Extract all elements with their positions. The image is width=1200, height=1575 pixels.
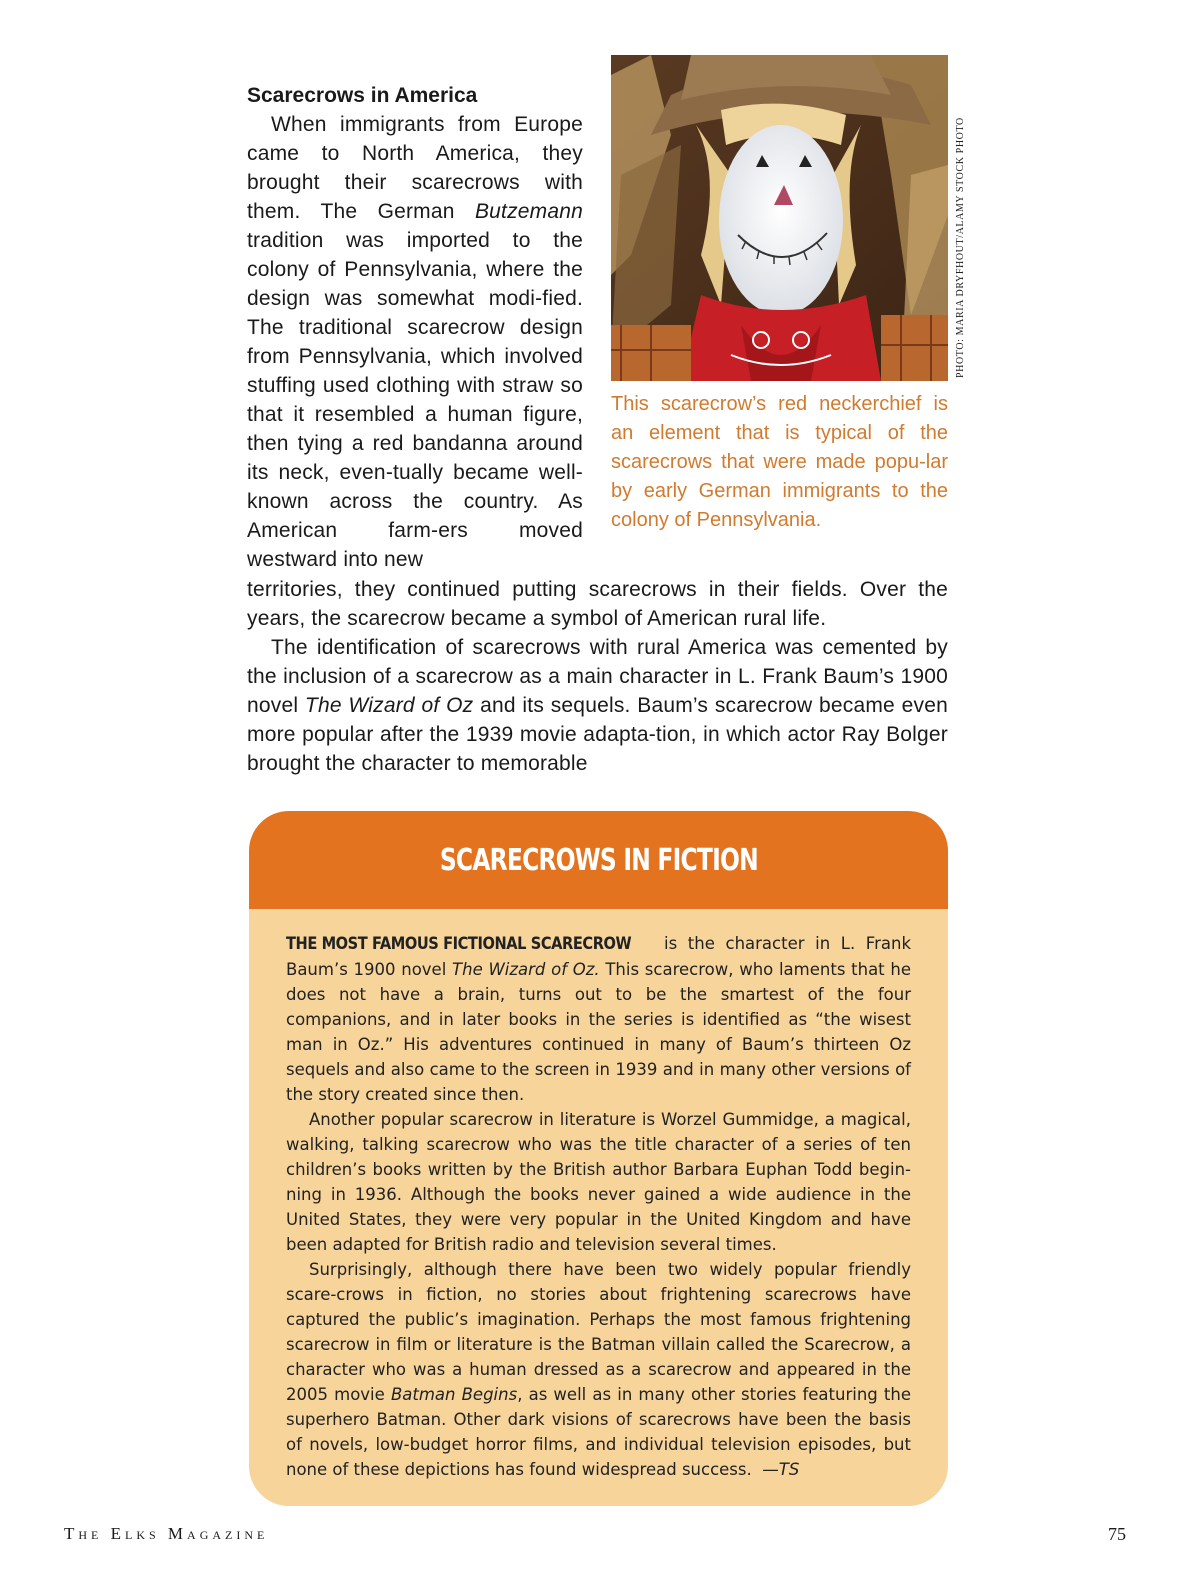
scarecrow-image xyxy=(611,55,948,381)
sidebar-paragraph-3: Surprisingly, although there have been two widely popular friendly scare-crows in fiction, no stories about frightening scarecrows have captured the public’s imagination. Perhaps the most famous frightening scarecrow in film or literature is the Batman villain called the Scarecrow, a character who was a human dressed as a scarecrow and appeared in the 2005 movie Batman Begins, as well as in many other stories featuring the superhero Batman. Other dark visions of scarecrows have been the basis of novels, low-budget horror films, and individual television episodes, but none of these depictions has found widespread success. —TS xyxy=(286,1260,911,1479)
article-paragraph-1: When immigrants from Europe came to North America, they brought their scarecrows with them. The German Butzemann tradition was imported to the colony of Pennsylvania, where the design was somewhat modi-fied. The traditional scarecrow design from Pennsylvania, which involved stuffing used clothing with straw so that it resembled a human figure, then tying a red bandanna around its neck, even-tually became well-known across the country. As American farm-ers moved westward into new xyxy=(247,113,583,571)
sidebar-header xyxy=(249,811,948,909)
sidebar-body xyxy=(249,909,948,1482)
photo-caption-block xyxy=(611,390,948,535)
photo-credit: PHOTO: MARIA DRYFHOUT/ALAMY STOCK PHOTO xyxy=(955,117,966,378)
fiction-sidebar xyxy=(249,811,948,1506)
sidebar-signature: —TS xyxy=(762,1460,800,1479)
article-continuation xyxy=(247,575,948,778)
article-paragraph-1-cont: territories, they continued putting scarecrows in their fields. Over the years, the scarecrow became a symbol of American rural life. xyxy=(247,578,948,630)
footer-magazine-name: The Elks Magazine xyxy=(64,1524,269,1543)
article-column xyxy=(247,81,583,574)
scarecrow-photo xyxy=(611,55,948,381)
sidebar-paragraph-1: THE MOST FAMOUS FICTIONAL SCARECROW is the character in L. Frank Baum’s 1900 novel The Wizard of Oz. This scarecrow, who laments that he does not have a brain, turns out to be the smartest of the four companions, and in later books in the series is identified as “the wisest man in Oz.” His adventures continued in many of Baum’s thirteen Oz sequels and also came to the screen in 1939 and in many other versions of the story created since then. xyxy=(286,934,911,1104)
sidebar-paragraph-2: Another popular scarecrow in literature is Worzel Gummidge, a magical, walking, talking scarecrow who was the title character of a series of ten children’s books written by the British author Barbara Euphan Todd begin-ning in 1936. Although the books never gained a wide audience in the United States, they were very popular in the United Kingdom and have been adapted for British radio and television several times. xyxy=(286,1110,911,1254)
photo-caption: This scarecrow’s red neckerchief is an element that is typical of the scarecrows that were made popu-lar by early German immigrants to the colony of Pennsylvania. xyxy=(611,393,948,531)
sidebar-lead-in: THE MOST FAMOUS FICTIONAL SCARECROW xyxy=(286,934,632,954)
sidebar-title: SCARECROWS IN FICTION xyxy=(439,842,758,878)
article-paragraph-2: The identification of scarecrows with rural America was cemented by the inclusion of a scarecrow as a main character in L. Frank Baum’s 1900 novel The Wizard of Oz and its sequels. Baum’s scarecrow became even more popular after the 1939 movie adapta-tion, in which actor Ray Bolger brought the character to memorable xyxy=(247,636,948,775)
page-number: 75 xyxy=(1108,1524,1126,1544)
section-heading: Scarecrows in America xyxy=(247,84,478,107)
